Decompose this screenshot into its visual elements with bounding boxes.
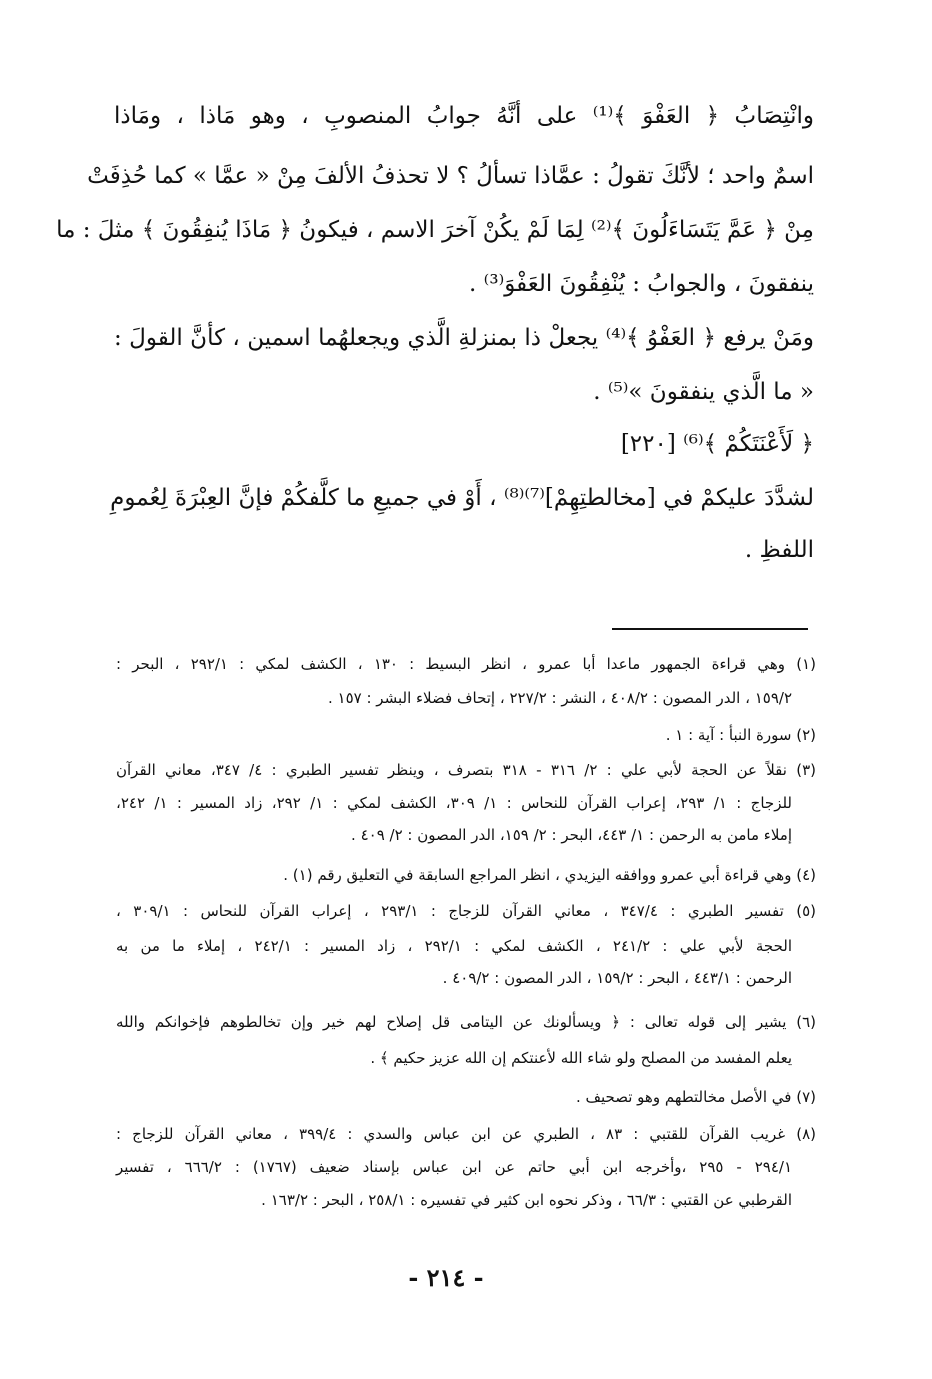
footnote-line: ٢٩٤/١ - ٢٩٥ ،وأخرجه ابن أبي حاتم عن ابن عباس بإسناد ضعيف (١٧٦٧) : ٦٦٦/٢ ، تفسير (116, 1158, 793, 1176)
footnote-line: (٢) سورة النبأ : آية : ١ . (665, 726, 816, 744)
main-text-line: مِنْ ﴿ عَمَّ يَتَسَاءَلُونَ ﴾⁽²⁾ لِمَا لَمْ يكُنْ آخرَ الاسم ، فيكونُ ﴿ مَاذَا يُنفِقُونَ ﴾ مثلَ : ما (56, 217, 814, 243)
footnote-separator (612, 628, 808, 630)
page-number: - ٢١٤ - (408, 1263, 484, 1292)
main-text-line: اللفظِ . (744, 537, 814, 563)
footnote-line: يعلم المفسد من المصلح ولو شاء الله لأعنتكم إن الله عزيز حكيم ﴾ . (370, 1049, 792, 1067)
main-text-line: « ما الَّذي ينفقونَ »⁽⁵⁾ . (593, 379, 814, 405)
quran-verse-heading: ﴿ لَأَعْنَتَكُمْ ﴾⁽⁶⁾ [٢٢٠] (620, 431, 814, 457)
main-text-line: لشدَّدَ عليكمْ في [مخالطتِهِمْ]⁽⁷⁾⁽⁸⁾ ، أَوْ في جميعِ ما كلَّفكُمْ فإنَّ العِبْرَةَ لِعُمومِ (110, 485, 814, 511)
main-text-line: اسمٌ واحد ؛ لأنَّكَ تقولُ : عمَّاذا تسألُ ؟ لا تحذفُ الألفَ مِنْ « عمَّا » كما حُذِفَتْ (87, 163, 814, 189)
main-text-line: ومَنْ يرفع ﴿ العَفْوُ ﴾⁽⁴⁾ يجعلْ ذا بمنزلةِ الَّذي ويجعلهُما اسمين ، كأنَّ القولَ : (114, 325, 814, 351)
footnote-line: الرحمن : ٤٤٣/١ ، البحر : ١٥٩/٢ ، الدر المصون : ٤٠٩/٢ . (442, 969, 792, 987)
footnote-line: (٣) نقلاً عن الحجة لأبي علي : ٢/ ٣١٦ - ٣١٨ بتصرف ، وينظر تفسير الطبري : ٤/ ٣٤٧، معاني القرآن (116, 761, 816, 779)
footnote-line: الحجة لأبي علي : ٢٤١/٢ ، الكشف لمكي : ٢٩٢/١ ، زاد المسير : ٢٤٢/١ ، إملاء ما من به (116, 937, 792, 955)
footnote-line: القرطبي عن القتبي : ٦٦/٣ ، وذكر نحوه ابن كثير في تفسيره : ٢٥٨/١ ، البحر : ١٦٣/٢ . (261, 1191, 792, 1209)
footnote-line: (٨) غريب القرآن للقتبي : ٨٣ ، الطبري عن ابن عباس والسدي : ٣٩٩/٤ ، معاني القرآن للزجاج : (116, 1125, 816, 1143)
footnote-line: ١٥٩/٢ ، الدر المصون : ٤٠٨/٢ ، النشر : ٢٢٧/٢ ، إتحاف فضلاء البشر : ١٥٧ . (328, 689, 792, 707)
footnote-line: (٦) يشير إلى قوله تعالى : ﴿ ويسألونك عن اليتامى قل إصلاح لهم خير وإن تخالطوهم فإخوانكم والله (116, 1013, 816, 1031)
footnote-line: للزجاج : ١/ ٢٩٣، إعراب القرآن للنحاس : ١/ ٣٠٩، الكشف لمكي : ١/ ٢٩٢، زاد المسير : ١/ ٢٤٢، (116, 794, 793, 812)
main-text-line: ينفقونَ ، والجوابُ : يُنْفِقُونَ العَفْوَ⁽³⁾ . (469, 271, 814, 297)
footnote-line: (١) وهي قراءة الجمهور ماعدا أبا عمرو ، انظر البسيط : ١٣٠ ، الكشف لمكي : ٢٩٢/١ ، البحر : (116, 655, 816, 673)
main-text-line: وانْتِصَابُ ﴿ العَفْوَ ﴾⁽¹⁾ على أنَّهُ جوابُ المنصوبِ ، وهو مَاذا ، ومَاذا (114, 103, 814, 129)
footnote-line: إملاء مامن به الرحمن : ١/ ٤٤٣، البحر : ٢/ ١٥٩، الدر المصون : ٢/ ٤٠٩ . (351, 826, 792, 844)
footnote-line: (٥) تفسير الطبري : ٣٤٧/٤ ، معاني القرآن للزجاج : ٢٩٣/١ ، إعراب القرآن للنحاس : ٣٠٩/١ ، (116, 902, 816, 920)
footnote-line: (٤) وهي قراءة أبي عمرو ووافقه اليزيدي ، انظر المراجع السابقة في التعليق رقم (١) . (283, 866, 816, 884)
footnote-line: (٧) في الأصل مخالتطهم وهو تصحيف . (575, 1088, 816, 1106)
